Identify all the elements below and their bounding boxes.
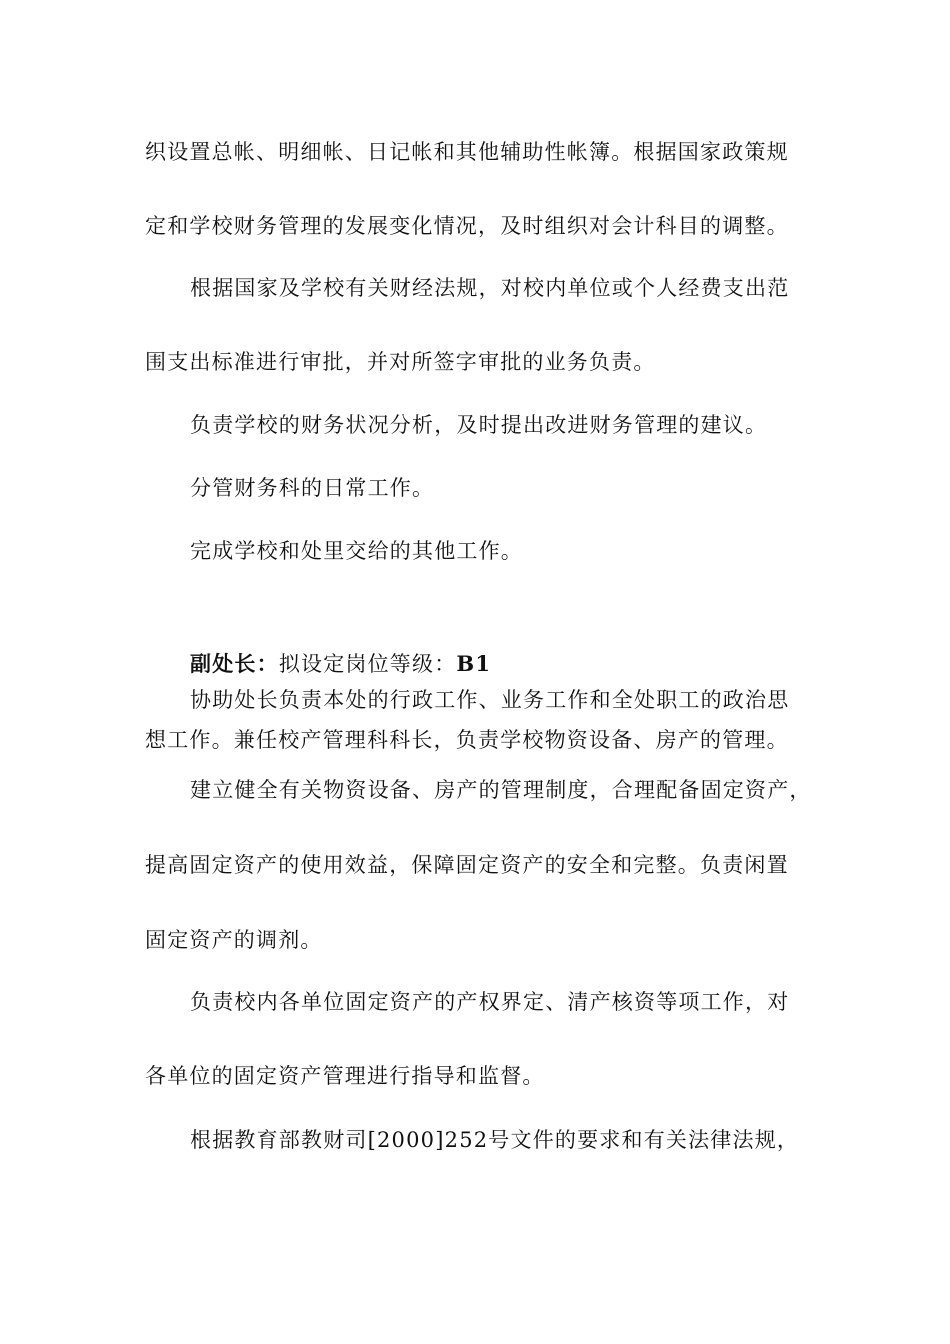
paragraph-line: 织设置总帐、明细帐、日记帐和其他辅助性帐簿。根据国家政策规	[145, 140, 789, 164]
paragraph-line: 负责学校的财务状况分析，及时提出改进财务管理的建议。	[190, 413, 768, 437]
grade-label: 拟设定岗位等级：	[278, 652, 457, 676]
paragraph-line: 提高固定资产的使用效益，保障固定资产的安全和完整。负责闲置	[145, 853, 789, 877]
paragraph-line: 定和学校财务管理的发展变化情况，及时组织对会计科目的调整。	[145, 214, 789, 238]
paragraph-line: 建立健全有关物资设备、房产的管理制度，合理配备固定资产，	[190, 778, 812, 802]
paragraph-line: 围支出标准进行审批，并对所签字审批的业务负责。	[145, 350, 656, 374]
section-title: 副处长：	[190, 651, 279, 676]
paragraph-line: 想工作。兼任校产管理科科长，负责学校物资设备、房产的管理。	[145, 728, 789, 752]
paragraph-line: 根据国家及学校有关财经法规，对校内单位或个人经费支出范	[190, 276, 790, 300]
paragraph-line: 根据教育部教财司[2000]252号文件的要求和有关法律法规，	[190, 1128, 800, 1152]
paragraph-line: 协助处长负责本处的行政工作、业务工作和全处职工的政治思	[190, 688, 790, 712]
paragraph-line: 各单位的固定资产管理进行指导和监督。	[145, 1064, 545, 1088]
section-heading	[190, 652, 491, 676]
paragraph-line: 负责校内各单位固定资产的产权界定、清产核资等项工作，对	[190, 990, 790, 1014]
grade-value: B1	[456, 651, 492, 676]
paragraph-line: 完成学校和处里交给的其他工作。	[190, 539, 523, 563]
paragraph-line: 分管财务科的日常工作。	[190, 476, 435, 500]
paragraph-line: 固定资产的调剂。	[145, 928, 323, 952]
